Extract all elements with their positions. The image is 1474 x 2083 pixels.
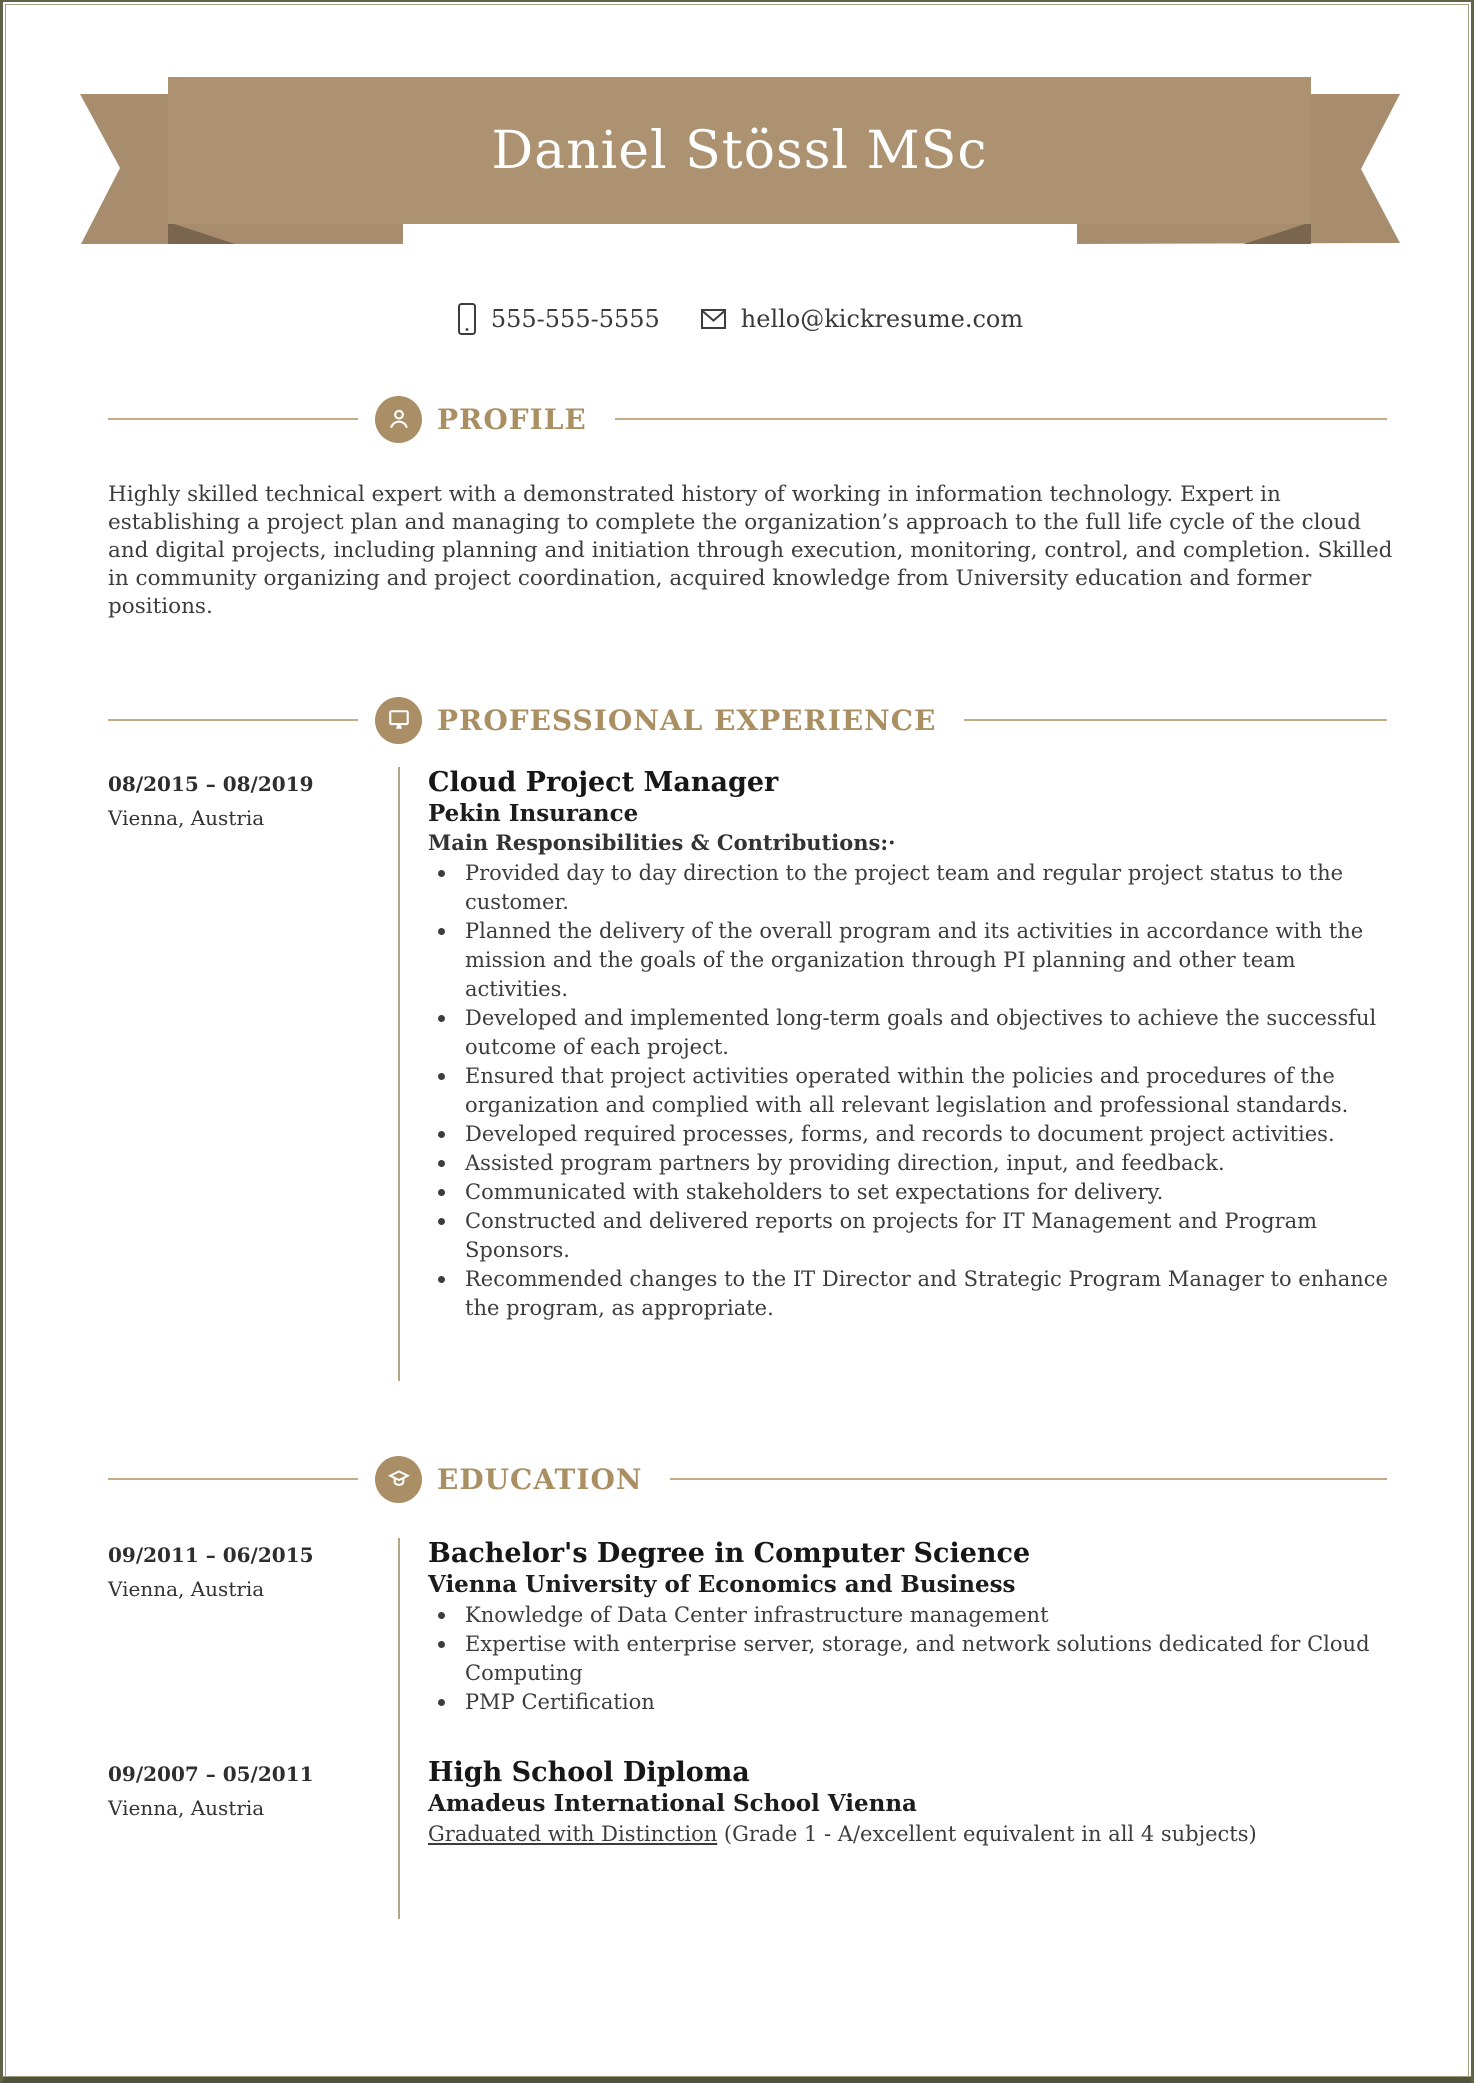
phone-number: 555-555-5555 — [490, 305, 660, 333]
bullet-item: Communicated with stakeholders to set expectations for delivery. — [428, 1178, 1393, 1207]
bullet-item: Knowledge of Data Center infrastructure management — [428, 1601, 1393, 1630]
education-content — [398, 1757, 1393, 1919]
bullet-item: Planned the delivery of the overall program and its activities in accordance with the mission and the goals of the organization through PI planning and other team activities. — [428, 917, 1393, 1004]
experience-bullet-list — [428, 859, 1393, 1323]
monitor-icon — [375, 697, 422, 744]
page-bottom-bar — [3, 2076, 1471, 2083]
graduation-cap-icon — [375, 1456, 422, 1503]
person-icon — [375, 396, 422, 443]
bullet-item: Developed and implemented long-term goals and objectives to achieve the successful outcome of each project. — [428, 1004, 1393, 1062]
experience-content — [398, 767, 1393, 1381]
bullet-item: Recommended changes to the IT Director and Strategic Program Manager to enhance the program, as appropriate. — [428, 1265, 1393, 1323]
education-dates-cell — [108, 1538, 398, 1757]
email-group — [700, 305, 1023, 333]
degree-title: High School Diploma — [428, 1757, 750, 1788]
profile-summary: Highly skilled technical expert with a demonstrated history of working in information technology. Expert in establishing a project plan and managing to complete the organization’s approach to the full life cycle of the cloud and digital projects, including planning and initiation through execution, monitoring, control, and completion. Skilled in community organizing and project coordination, acquired knowledge from University education and former positions. — [108, 482, 1393, 619]
job-title: Cloud Project Manager — [428, 767, 779, 798]
experience-dates-cell — [108, 767, 398, 1381]
education-dates-cell — [108, 1757, 398, 1919]
experience-section-header — [108, 696, 1387, 744]
bullet-item: Developed required processes, forms, and records to document project activities. — [428, 1120, 1393, 1149]
divider-line — [964, 719, 1387, 721]
phone-group — [457, 302, 660, 336]
graduation-note-underlined: Graduated with Distinction — [428, 1822, 718, 1846]
education-location: Vienna, Austria — [108, 1796, 265, 1820]
divider-line — [615, 418, 1387, 420]
education-entries — [108, 1538, 1393, 1919]
education-dates: 09/2011 – 06/2015 — [108, 1543, 314, 1567]
divider-line — [108, 1478, 358, 1480]
education-dates: 09/2007 – 05/2011 — [108, 1762, 314, 1786]
profile-section-header — [108, 395, 1387, 443]
responsibilities-heading: Main Responsibilities & Contributions:· — [428, 830, 896, 855]
candidate-name: Daniel Stössl MSc — [491, 120, 988, 181]
bullet-item: Ensured that project activities operated within the policies and procedures of the organization and complied with all relevant legislation and professional standards. — [428, 1062, 1393, 1120]
section-title-education: EDUCATION — [437, 1462, 643, 1496]
experience-location: Vienna, Austria — [108, 806, 265, 830]
divider-line — [108, 418, 358, 420]
bullet-item: Provided day to day direction to the project team and regular project status to the customer. — [428, 859, 1393, 917]
degree-title: Bachelor's Degree in Computer Science — [428, 1538, 1031, 1569]
graduation-note — [428, 1820, 1393, 1849]
ribbon-banner — [3, 2, 1474, 262]
bullet-item: Assisted program partners by providing direction, input, and feedback. — [428, 1149, 1393, 1178]
contact-row — [3, 302, 1474, 336]
education-content — [398, 1538, 1393, 1757]
bullet-item: Expertise with enterprise server, storage, and network solutions dedicated for Cloud Computing — [428, 1630, 1393, 1688]
experience-entry — [108, 767, 1393, 1381]
school-name: Amadeus International School Vienna — [428, 1790, 917, 1817]
envelope-icon — [700, 308, 727, 330]
section-title-profile: PROFILE — [437, 402, 587, 436]
company-name: Pekin Insurance — [428, 800, 639, 827]
section-title-experience: PROFESSIONAL EXPERIENCE — [437, 703, 937, 737]
education-section-header — [108, 1455, 1387, 1503]
divider-line — [670, 1478, 1387, 1480]
experience-dates: 08/2015 – 08/2019 — [108, 772, 314, 796]
bullet-item: Constructed and delivered reports on projects for IT Management and Program Sponsors. — [428, 1207, 1393, 1265]
bullet-item: PMP Certification — [428, 1688, 1393, 1717]
divider-line — [108, 719, 358, 721]
education-bullet-list — [428, 1601, 1393, 1717]
email-address: hello@kickresume.com — [740, 305, 1024, 333]
school-name: Vienna University of Economics and Business — [428, 1571, 1016, 1598]
graduation-note-rest: (Grade 1 - A/excellent equivalent in all 4 subjects) — [717, 1822, 1257, 1846]
education-location: Vienna, Austria — [108, 1577, 265, 1601]
mobile-phone-icon — [457, 302, 477, 336]
